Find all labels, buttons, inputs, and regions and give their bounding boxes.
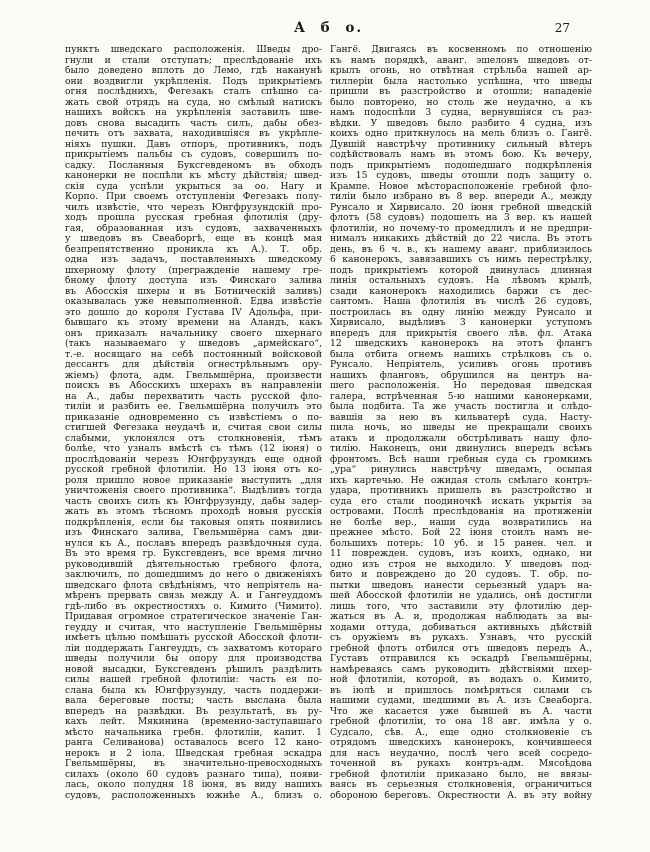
text-line: бывшаго къ этому времени на Аландъ, какъ	[65, 318, 322, 328]
text-line: въ іюлѣ и пришлось помѣряться силами съ	[330, 685, 592, 696]
text-line: ходами оттуда, добиваться активныхъ дѣйствій	[330, 622, 592, 633]
text-line: кахъ лейт. Мякинина (временно-заступавшаго	[65, 717, 322, 727]
text-line: сантомъ. Наша флотилія въ числѣ 26 судовъ,	[330, 297, 592, 307]
text-line: дессантъ для дѣйствія огнестрѣльнымъ ору-	[65, 360, 322, 370]
text-line: геудду и считая, что наступленіе Гвельмшёрны	[65, 622, 322, 633]
text-line: съ оружіемъ въ рукахъ. Узнавъ, что русскій	[330, 633, 592, 643]
text-line: Хирвисало, выдѣливъ 3 канонерки уступомъ	[330, 318, 592, 328]
text-line: прикрытіемъ пальбы съ судовъ, совершилъ по-	[65, 150, 322, 160]
text-line: Гвельмшёрны, въ значительно-превосходныхъ	[65, 759, 322, 769]
text-line: галера, встрѣченная 5-ю нашими канонерками,	[330, 391, 592, 402]
text-line: нулся къ А., пославъ впередъ развѣдочныя суда.	[65, 538, 322, 549]
text-line: тиллеріи была настолько успѣшна, что шведы	[330, 76, 592, 87]
text-column-left	[65, 45, 322, 801]
text-line: часть своихъ силъ къ Юнгфрузунду, дабы задер-	[65, 496, 322, 507]
text-line: точенной въ рукахъ контръ-адм. Мясоѣдова	[330, 759, 592, 769]
text-line: тилію. Наконецъ, они двинулись впередъ всѣмъ	[330, 444, 592, 454]
text-line: атакъ и продолжали обстрѣливать нашу фло-	[330, 433, 592, 444]
text-line: впередъ для прикрытія своего лѣв. фл. Атака	[330, 328, 592, 339]
text-line: подъ прикрытіемъ которой двинулась длинная	[330, 265, 592, 276]
text-line: впередъ на развѣдки. Въ результатѣ, въ ру-	[65, 706, 322, 717]
text-columns	[65, 45, 592, 801]
text-line: жаться въ А. и, продолжая наблюдать за вы-	[330, 612, 592, 622]
text-line: вѣдки. У шведовъ было разбито 4 судна, изъ	[330, 118, 592, 129]
text-line: приказаніе одновременно съ извѣстіемъ о по-	[65, 412, 322, 423]
text-line: намѣреваясь самъ руководить дѣйствіями шхер-	[330, 664, 592, 675]
text-line: скія суда успѣли укрыться за оо. Нагу и	[65, 181, 322, 192]
text-line: канонерки не поспѣли къ мѣсту дѣйствія; швед-	[65, 171, 322, 181]
text-line: 12 шведскихъ канонерокъ на этотъ флангъ	[330, 339, 592, 349]
text-line: на А., дабы перехватить часть русской фло-	[65, 391, 322, 402]
text-line: изъ Финскаго залива, Гвельмшёрна самъ дви-	[65, 528, 322, 538]
text-line: въ Абосскія шхеры и въ Ботническій заливъ)	[65, 286, 322, 297]
text-line: лась, около полудня 18 іюня, въ виду нашихъ	[65, 780, 322, 790]
text-line: ранга Селиванова) оставалось всего 12 кано-	[65, 738, 322, 748]
text-line: Дувшій навстрѣчу противнику сильный вѣтеръ	[330, 139, 592, 150]
text-line: силахъ (около 60 судовъ разнаго типа), появи-	[65, 769, 322, 780]
text-line: было доведено вплоть до Лемо, гдѣ наканунѣ	[65, 66, 322, 76]
text-line: одна изъ задачъ, поставленныхъ шведскому	[65, 255, 322, 265]
text-line: было повторено, но столь же неудачно, а къ	[330, 97, 592, 108]
text-line: уничтоженія своего противника“. Выдѣливъ тогда	[65, 486, 322, 496]
text-line: гая, образованная изъ судовъ, захваченныхъ	[65, 223, 322, 234]
text-line: ніяхъ пушки. Давъ отпоръ, противникъ, подъ	[65, 139, 322, 150]
text-line: пытки шведовъ нанести серьезный ударъ на-	[330, 580, 592, 591]
text-line: гребной флотиліи приказано было, не ввязы-	[330, 769, 592, 780]
text-line: у шведовъ въ Свеаборгѣ, еще въ концѣ мая	[65, 234, 322, 244]
text-line: удара, противникъ пришелъ въ разстройство и	[330, 486, 592, 496]
text-line: бито и повреждено до 20 судовъ. Т. обр. по-	[330, 570, 592, 580]
text-line: фронтомъ. Всѣ наши гребныя суда съ громкимъ	[330, 454, 592, 465]
text-line: подъ прикрытіемъ подошедшаго подкрѣпленія	[330, 160, 592, 171]
text-line: шведскаго флота свѣдѣніямъ, что непріятель на-	[65, 580, 322, 591]
text-line: ліи поддержать Гангеуддъ, съ захватомъ котораго	[65, 643, 322, 654]
text-line: флотиліи, но почему-то промедлилъ и не предпри-	[330, 223, 592, 234]
text-line: прежнее мѣсто. Бой 22 іюня стоилъ намъ не-	[330, 528, 592, 538]
text-line: роля пришло новое приказаніе выступить „для	[65, 475, 322, 486]
text-line: Корпо. При своемъ отступленіи Фегезакъ полу-	[65, 192, 322, 202]
text-line: тиліи и разбить ее. Гвельмшёрна получилъ это	[65, 402, 322, 412]
text-line: т.-е. носящаго на себѣ постоянный войсковой	[65, 349, 322, 360]
text-line: ной флотиліи, которой, въ водахъ о. Кимито,	[330, 675, 592, 685]
text-line: день, въ 6 ч. в., къ нашему аванг. приблизилось	[330, 244, 592, 255]
text-line: построилась въ одну линію между Рунсало и	[330, 307, 592, 318]
text-line: ваясь въ серьезныя столкновенія, ограничиться	[330, 780, 592, 790]
text-line: пила ночь, но шведы не прекращали своихъ	[330, 423, 592, 433]
text-line: содѣйствовалъ намъ въ этомъ бою. Къ вечеру,	[330, 150, 592, 160]
text-line: печить отъ захвата, находившіяся въ укрѣпле-	[65, 129, 322, 139]
text-line: жіемъ) флота, адм. Гвельмшёрна, произвести	[65, 370, 322, 381]
text-line: довъ снова высадить часть силъ, дабы обез-	[65, 118, 322, 129]
text-line: гребной флотиліи, то она 18 авг. имѣла у о.	[330, 717, 592, 727]
text-line: обороною береговъ. Окрестности А. въ эту войну	[330, 790, 592, 801]
text-line: намъ подоспѣли 3 судна, вернувшіяся съ раз-	[330, 108, 592, 118]
page-number: 27	[554, 21, 570, 35]
text-line: была отбита огнемъ нашихъ стрѣлковъ съ о.	[330, 349, 592, 360]
text-line: Придавая огромное стратегическое значеніе Ган-	[65, 612, 322, 622]
text-line: силы нашей гребной флотиліи: часть ея по-	[65, 675, 322, 685]
text-line: линія остальныхъ судовъ. На лѣвомъ крылѣ,	[330, 276, 592, 286]
text-line: оказывалась уже невыполненной. Едва извѣстіе	[65, 297, 322, 307]
text-line: Рунсало. Непріятель, усиливъ огонь противъ	[330, 360, 592, 370]
text-line: имѣетъ цѣлью помѣшать русской Абосской флоти-	[65, 633, 322, 643]
text-line: шведы получили бы опору для производства	[65, 654, 322, 664]
text-line: гнули и стали отступать; преслѣдованіе ихъ	[65, 55, 322, 66]
text-line: суда его стали поодиночкѣ искать укрытія за	[330, 496, 592, 507]
text-line: Судсало, сѣв. А., еще одно столкновеніе съ	[330, 727, 592, 738]
text-line: подкрѣпленія, если бы таковыя опять появились	[65, 517, 322, 528]
text-line: заключилъ, по дошедшимъ до него о движеніяхъ	[65, 570, 322, 580]
page-header	[65, 20, 592, 40]
text-line: Рунсало и Хирвисало. 20 іюня гребной шведскій	[330, 202, 592, 213]
text-line: мѣренъ прервать связь между А. и Гангеуддомъ	[65, 591, 322, 601]
text-line: пришли въ разстройство и отошли; нападеніе	[330, 87, 592, 97]
text-line: садку. Посланныя Буксгевденомъ въ обходъ	[65, 160, 322, 171]
text-column-right	[330, 45, 592, 801]
text-line: пунктъ шведскаго расположенія. Шведы дро-	[65, 45, 322, 55]
text-line: судовъ, расположенныхъ южнѣе А., близъ о.	[65, 790, 322, 801]
text-line: нашими судами, шедшими въ А. изъ Свеаборга.	[330, 696, 592, 706]
text-line: нималъ никакихъ дѣйствій до 22 числа. Въ этотъ	[330, 234, 592, 244]
text-line: островами. Послѣ преслѣдованія на протяженіи	[330, 507, 592, 517]
text-line: слана была къ Юнгфрузунду, часть поддержи-	[65, 685, 322, 696]
text-line: шего расположенія. Но передовая шведская	[330, 381, 592, 391]
text-line: тиліи было избрано въ 8 вер. впереди А., между	[330, 192, 592, 202]
text-line: гдѣ-либо въ окрестностяхъ о. Кимито (Чимито).	[65, 601, 322, 612]
text-line: (такъ называемаго у шведовъ „армейскаго“,	[65, 339, 322, 349]
text-line: сзади канонерокъ находились баржи съ дес-	[330, 286, 592, 297]
text-line: отрядомъ шведскихъ канонерокъ, кончившееся	[330, 738, 592, 748]
text-line: Крампе. Новое мѣсторасположеніе гребной фло-	[330, 181, 592, 192]
text-line: коихъ одно приткнулось на мель близъ о. Гангё.	[330, 129, 592, 139]
text-line: вавшія за нею въ кильватерѣ суда. Насту-	[330, 412, 592, 423]
text-line: вала береговые посты; часть выслана была	[65, 696, 322, 706]
text-line: нерокъ и 2 іола. Шведская гребная эскадра	[65, 748, 322, 759]
text-line: шей Абосской флотиліи не удались, онѣ достигли	[330, 591, 592, 601]
text-line: большихъ потерь: 10 уб. и 15 ранен. чел. и	[330, 538, 592, 549]
text-line: нашихъ войскъ на укрѣпленія заставилъ шве-	[65, 108, 322, 118]
text-line: жать въ этомъ тѣсномъ проходѣ новыя русскія	[65, 507, 322, 517]
text-line: одно изъ строя не выходило. У шведовъ под-	[330, 559, 592, 570]
text-line: крылъ огонь, но отвѣтная стрѣльба нашей ар-	[330, 66, 592, 76]
text-line: безпрепятственно проникла къ А.). Т. обр.	[65, 244, 322, 255]
text-line: слабыми, уклонялся отъ столкновенія, тѣмъ	[65, 433, 322, 444]
text-line: нашихъ фланговъ, обрушился на центръ на-	[330, 370, 592, 381]
text-line: шхерному флоту (прегражденіе нашему гре-	[65, 265, 322, 276]
running-head-title: А б о.	[293, 20, 364, 36]
text-line: ходъ прошла русская гребная флотилія (дру-	[65, 213, 322, 223]
text-line: флотъ (58 судовъ) подошелъ на 3 вер. къ нашей	[330, 213, 592, 223]
text-line: Въ это время гр. Буксгевденъ, все время лично	[65, 549, 322, 559]
text-line: стигшей Фегезака неудачѣ и, считая свои силы	[65, 423, 322, 433]
text-line: чилъ извѣстіе, что черезъ Юнгфрузундскій про-	[65, 202, 322, 213]
text-line: поискъ въ Абосскихъ шхерахъ въ направленіи	[65, 381, 322, 391]
text-line: для насъ неудачно, послѣ чего всей сосредо-	[330, 748, 592, 759]
text-line: была подбита. Та же участь постигла и слѣдо-	[330, 402, 592, 412]
text-line: не болѣе вер., наши суда возвратились на	[330, 517, 592, 528]
text-line: болѣе, что узналъ вмѣстѣ съ тѣмъ (12 іюня) о	[65, 444, 322, 454]
text-line: это дошло до короля Густава IV Адольфа, при-	[65, 307, 322, 318]
text-line: гребной флотъ отбился отъ шведовъ передъ А.,	[330, 643, 592, 654]
text-line: Гангё. Двигаясь въ косвенномъ по отношенію	[330, 45, 592, 55]
text-line: жать свой отрядъ на суда, но смѣлый натискъ	[65, 97, 322, 108]
text-line: 11 поврежден. судовъ, изъ коихъ, однако, ни	[330, 549, 592, 559]
text-line: прослѣдованіи черезъ Юнгфрузундъ еще одной	[65, 454, 322, 465]
text-line: изъ 15 судовъ, шведы отошли подъ защиту о.	[330, 171, 592, 181]
text-line: бному флоту доступа изъ Финскаго залива	[65, 276, 322, 286]
text-line: къ намъ порядкѣ, аванг. эшелонъ шведовъ от-	[330, 55, 592, 66]
text-line: Густавъ отправился къ эскадрѣ Гвельмшёрны,	[330, 654, 592, 664]
text-line: новой высадки, Буксгевденъ рѣшилъ раздѣлить	[65, 664, 322, 675]
text-line: 6 канонерокъ, завязавшихъ съ нимъ перестрѣлку,	[330, 255, 592, 265]
text-line: „ура“ ринулись навстрѣчу шведамъ, осыпая	[330, 465, 592, 475]
text-line: лишь того, что заставили эту флотилію дер-	[330, 601, 592, 612]
text-line: руководившій дѣятельностью гребного флота,	[65, 559, 322, 570]
text-line: ихъ картечью. Не ожидая столь смѣлаго контръ-	[330, 475, 592, 486]
text-line: огня послѣднихъ, Фегезакъ сталъ спѣшно са-	[65, 87, 322, 97]
text-line: Что же касается уже бывшей въ А. части	[330, 706, 592, 717]
text-line: они воздвигли укрѣпленія. Подъ прикрытіемъ	[65, 76, 322, 87]
text-line: мѣсто начальника гребн. флотиліи, капит. 1	[65, 727, 322, 738]
text-line: русской гребной флотиліи. Но 13 іюня отъ ко-	[65, 465, 322, 475]
text-line: онъ приказалъ начальнику своего шхернаго	[65, 328, 322, 339]
